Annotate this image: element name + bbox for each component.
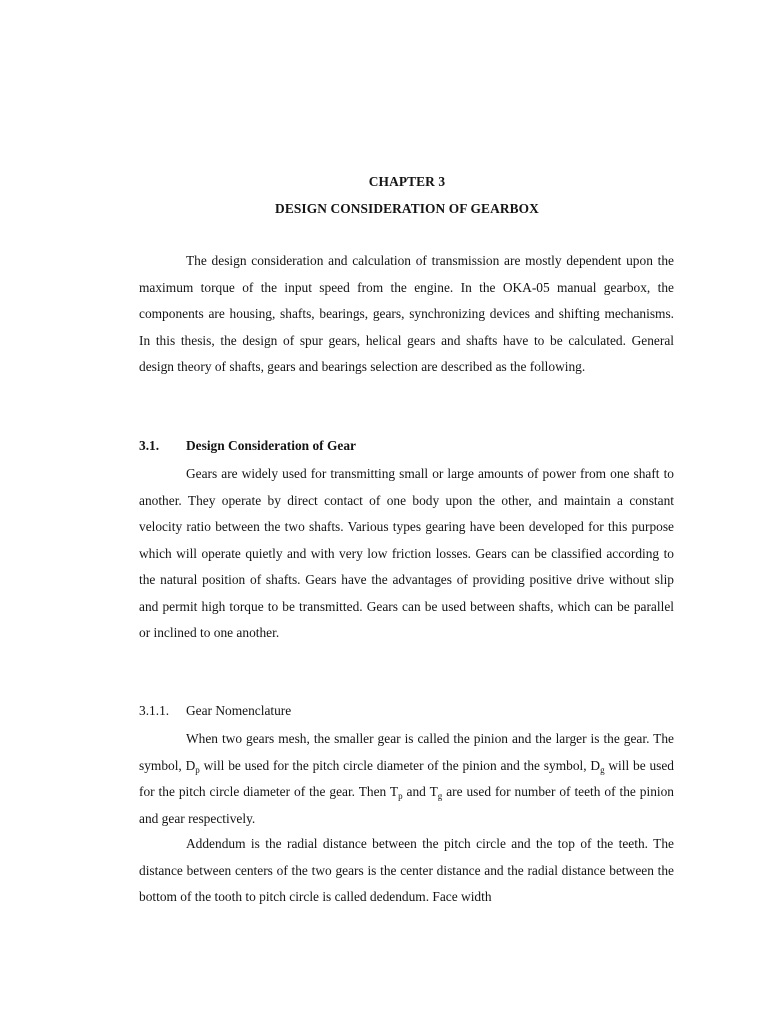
intro-paragraph: The design consideration and calculation of transmission are mostly dependent upon the maximum torque of the input speed from the engine. In the OKA-05 manual gearbox, the components are housing, shafts, bearings, gears, synchronizing devices and shifting mechanisms. In this thesis, the design of spur gears, helical gears and shafts have to be calculated. General design theory of shafts, gears and bearings selection are described as the following. xyxy=(139,253,674,374)
nomenclature-text: will be used for the pitch circle diameter of the pinion and the symbol, D xyxy=(199,757,601,773)
section-heading xyxy=(139,436,356,456)
section-paragraph: Gears are widely used for transmitting small or large amounts of power from one shaft to another. They operate by direct contact of one body upon the other, and maintain a constant velocity ratio between the two shafts. Various types gearing have been developed for this purpose which will operate quietly and with very low friction losses. Gears can be classified according to the natural position of shafts. Gears have the advantages of providing positive drive without slip and permit high torque to be transmitted. Gears can be used between shafts, which can be parallel or inclined to one another. xyxy=(139,466,674,640)
nomenclature-text: When two gears mesh, the smaller gear is called the pinion and the larger is the gear. The symbol, D xyxy=(139,731,674,773)
gear-teeth-subscript: g xyxy=(437,791,443,801)
nomenclature-paragraph xyxy=(139,726,674,832)
nomenclature-text: and T xyxy=(402,784,438,799)
pinion-diameter-subscript: p xyxy=(195,764,200,775)
nomenclature-text: will be used for the pitch circle diameter of the gear. Then T xyxy=(139,757,674,799)
section-number: 3.1. xyxy=(139,438,160,453)
pinion-teeth-subscript: p xyxy=(398,791,403,801)
nomenclature-text: are used for number of teeth of the pinion and gear respectively. xyxy=(139,784,675,826)
subsection-number: 3.1.1. xyxy=(139,703,170,718)
subsection-heading xyxy=(139,701,291,721)
section-title: Design Consideration of Gear xyxy=(186,438,356,453)
gear-diameter-subscript: g xyxy=(600,764,605,775)
addendum-paragraph: Addendum is the radial distance between the pitch circle and the top of the teeth. The distance between centers of the two gears is the center distance and the radial distance between the bottom of the tooth to pitch circle is called dedendum. Face width xyxy=(139,836,674,904)
chapter-title: DESIGN CONSIDERATION OF GEARBOX xyxy=(275,201,539,216)
chapter-number: CHAPTER 3 xyxy=(368,174,446,189)
subsection-title: Gear Nomenclature xyxy=(186,703,292,718)
